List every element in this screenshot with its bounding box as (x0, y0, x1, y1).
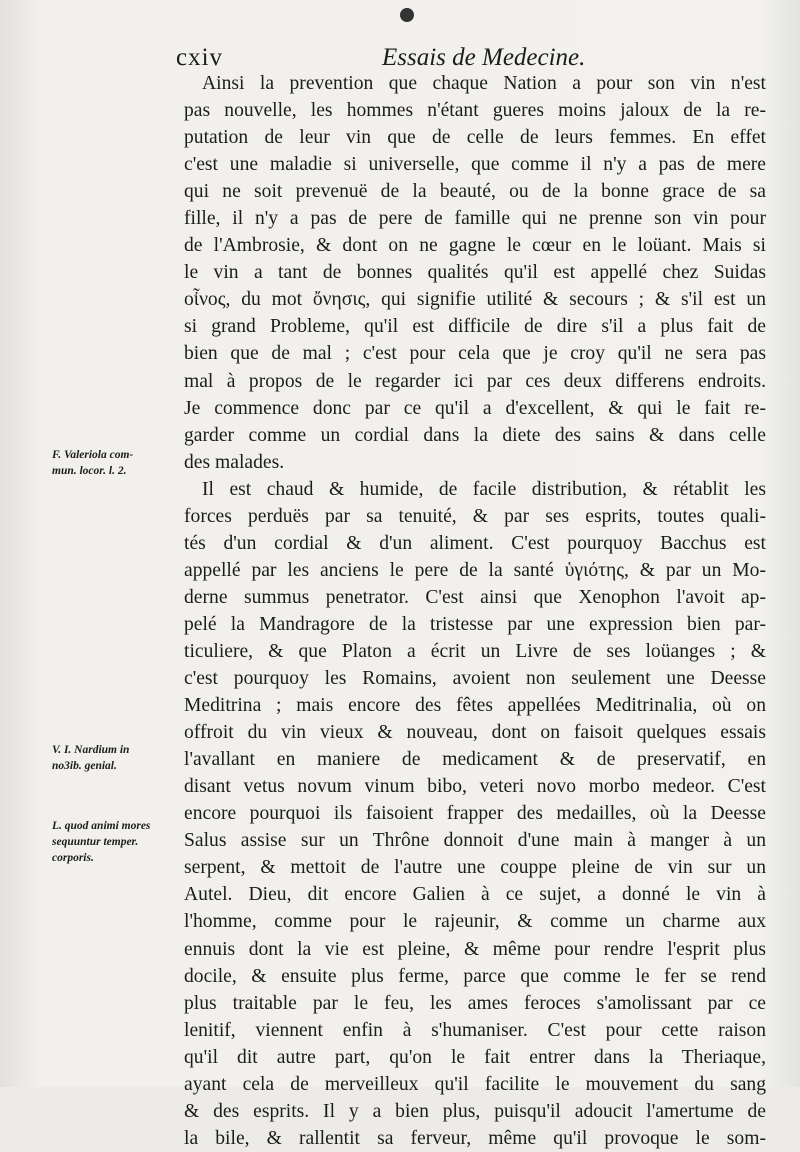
text-line: la bile, & rallentit sa ferveur, même qu'il provoque le som- (184, 1127, 766, 1149)
text-line: docile, & ensuite plus ferme, parce que comme le fer se rend (184, 965, 766, 987)
text-line: putation de leur vin que de celle de leurs femmes. En effet (184, 127, 766, 149)
text-line: plus traitable par le feu, les ames feroces s'amolissant par ce (184, 992, 766, 1014)
text-line: offroit du vin vieux & nouveau, dont on faisoit quelques essais (184, 722, 766, 744)
margin-note-line: V. I. Nardium in (52, 744, 130, 756)
text-line: appellé par les anciens le pere de la santé ὑγιότης, & par un Mo- (184, 559, 766, 581)
text-line: οἶνος, du mot ὄνησις, qui signifie utilité & secours ; & s'il est un (184, 289, 766, 311)
text-line: des malades. (184, 451, 285, 473)
text-line: Il est chaud & humide, de facile distribution, & rétablit les (202, 478, 766, 500)
running-title: Essais de Medecine. (382, 44, 586, 71)
text-line: qu'il dit autre part, qu'on le fait entrer dans la Theriaque, (184, 1046, 766, 1068)
text-line: pas nouvelle, les hommes n'étant gueres moins jaloux de la re- (184, 100, 766, 122)
margin-note-line: F. Valeriola com- (52, 449, 134, 461)
margin-note-line: sequuntur temper. (52, 836, 139, 848)
text-line: l'avallant en maniere de medicament & de preservatif, en (184, 749, 766, 771)
text-line: mal à propos de le regarder ici par ces deux differens endroits. (184, 370, 766, 392)
text-line: c'est pourquoy les Romains, avoient non seulement une Deesse (184, 668, 766, 690)
margin-note-3 (52, 818, 184, 866)
text-line: l'homme, comme pour le rajeunir, & comme un charme aux (184, 911, 766, 933)
margin-note-line: mun. locor. l. 2. (52, 465, 127, 477)
text-line: Salus assise sur un Thrône donnoit d'une main à manger à un (184, 830, 766, 852)
margin-note-line: L. quod animi mores (52, 820, 151, 832)
text-line: lenitif, viennent enfin à s'humaniser. C'est pour cette raison (184, 1019, 766, 1041)
text-line: qui ne soit prevenuë de la beauté, ou de la bonne grace de sa (184, 181, 766, 203)
text-line: serpent, & mettoit de l'autre une couppe pleine de vin sur un (184, 857, 766, 879)
text-line: ayant cela de merveilleux qu'il facilite le mouvement du sang (184, 1073, 766, 1095)
text-line: ticuliere, & que Platon a écrit un Livre de ses loüanges ; & (184, 640, 766, 662)
text-line: tés d'un cordial & d'un aliment. C'est pourquoy Bacchus est (184, 532, 766, 554)
text-line: forces perduës par sa tenuité, & par ses esprits, toutes quali- (184, 505, 766, 527)
margin-note-line: no3ib. genial. (52, 760, 117, 772)
margin-note-2 (52, 742, 184, 774)
page-folio: cxiv (176, 44, 224, 71)
text-line: fille, il n'y a pas de pere de famille qui ne prenne son vin pour (184, 208, 766, 230)
text-line: Je commence donc par ce qu'il a d'excellent, & qui le fait re- (184, 397, 766, 419)
text-line: le vin a tant de bonnes qualités qu'il est appellé chez Suidas (184, 262, 766, 284)
text-line: & des esprits. Il y a bien plus, puisqu'il adoucit l'amertume de (184, 1100, 766, 1122)
text-line: de l'Ambrosie, & dont on ne gagne le cœur en le loüant. Mais si (184, 235, 766, 257)
text-line: derne summus penetrator. C'est ainsi que Xenophon l'avoit ap- (184, 586, 766, 608)
text-line: si grand Probleme, qu'il est difficile de dire s'il a plus fait de (184, 316, 766, 338)
text-line: bien que de mal ; c'est pour cela que je croy qu'il ne sera pas (184, 343, 766, 365)
text-line: Meditrina ; mais encore des fêtes appellées Meditrinalia, où on (184, 695, 766, 717)
text-line: Autel. Dieu, dit encore Galien à ce sujet, a donné le vin à (184, 884, 766, 906)
text-line: Ainsi la prevention que chaque Nation a pour son vin n'est (202, 73, 766, 94)
text-line: garder comme un cordial dans la diete des sains & dans celle (184, 424, 766, 446)
text-line: disant vetus novum vinum bibo, veteri novo morbo medeor. C'est (184, 776, 766, 798)
text-line: c'est une maladie si universelle, que comme il n'y a pas de mere (184, 154, 766, 176)
body-text (184, 70, 766, 1152)
margin-note-1 (52, 447, 184, 479)
text-line: pelé la Mandragore de la tristesse par une expression bien par- (184, 613, 766, 635)
margin-note-line: corporis. (52, 852, 94, 864)
ink-dot (400, 8, 414, 22)
text-line: ennuis dont la vie est pleine, & même pour rendre l'esprit plus (184, 938, 766, 960)
text-line: encore pourquoi ils faisoient frapper des medailles, où la Deesse (184, 803, 766, 825)
